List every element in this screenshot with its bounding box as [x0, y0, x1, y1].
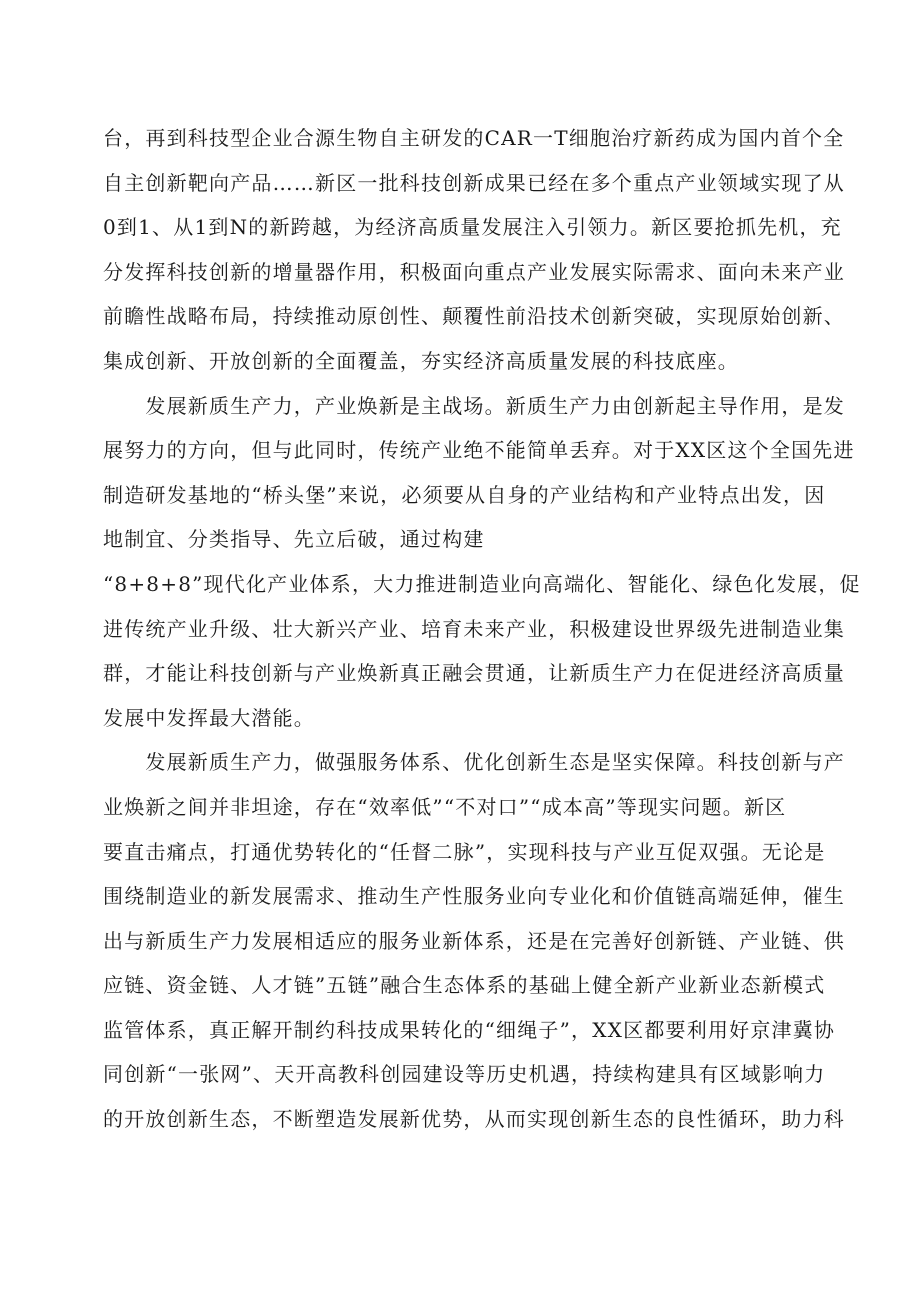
text-line: “8+8+8”现代化产业体系，大力推进制造业向高端化、智能化、绿色化发展，促 [103, 571, 861, 596]
text-line: 业焕新之间并非坦途，存在“效率低”“不对口”“成本高”等现实问题。新区 [103, 794, 787, 819]
text-line: 要直击痛点，打通优势转化的“任督二脉”，实现科技与产业互促双强。无论是 [103, 839, 826, 864]
text-line: 发展中发挥最大潜能。 [103, 705, 315, 730]
text-line: 制造研发基地的“桥头堡”来说，必须要从自身的产业结构和产业特点出发，因 [103, 482, 826, 507]
text-line: 监管体系，真正解开制约科技成果转化的“细绳子”，XX区都要利用好京津冀协 [103, 1017, 836, 1042]
text-line: 台，再到科技型企业合源生物自主研发的CAR一T细胞治疗新药成为国内首个全 [103, 126, 845, 150]
paragraph-2 [103, 384, 863, 741]
text-line: 地制宜、分类指导、先立后破，通过构建 [103, 527, 485, 552]
text-line: 进传统产业升级、壮大新兴产业、培育未来产业，积极建设世界级先进制造业集 [103, 616, 845, 641]
text-line: 群，才能让科技创新与产业焕新真正融会贯通，让新质生产力在促进经济高质量 [103, 661, 845, 686]
text-line: 展努力的方向，但与此同时，传统产业绝不能简单丢弃。对于XX区这个全国先进 [103, 438, 855, 463]
paragraph-3 [103, 740, 863, 1141]
text-line: 自主创新靶向产品……新区一批科技创新成果已经在多个重点产业领域实现了从 [103, 170, 845, 195]
text-line: 同创新“一张网”、天开高教科创园建设等历史机遇，持续构建具有区域影响力 [103, 1062, 826, 1087]
text-line: 发展新质生产力，产业焕新是主战场。新质生产力由创新起主导作用，是发 [103, 393, 845, 418]
text-line: 集成创新、开放创新的全面覆盖，夯实经济高质量发展的科技底座。 [103, 348, 739, 373]
text-line: 前瞻性战略布局，持续推动原创性、颠覆性前沿技术创新突破，实现原始创新、 [103, 304, 845, 329]
text-line: 的开放创新生态，不断塑造发展新优势，从而实现创新生态的良性循环，助力科 [103, 1107, 845, 1132]
text-line: 0到1、从1到N的新跨越，为经济高质量发展注入引领力。新区要抢抓先机，充 [103, 215, 842, 240]
document-body [103, 116, 863, 1142]
paragraph-1 [103, 116, 863, 384]
text-line: 围绕制造业的新发展需求、推动生产性服务业向专业化和价值链高端延伸，催生 [103, 884, 845, 909]
text-line: 发展新质生产力，做强服务体系、优化创新生态是坚实保障。科技创新与产 [103, 750, 845, 775]
text-line: 分发挥科技创新的增量器作用，积极面向重点产业发展实际需求、面向未来产业 [103, 259, 845, 284]
text-line: 出与新质生产力发展相适应的服务业新体系，还是在完善好创新链、产业链、供 [103, 928, 845, 953]
text-line: 应链、资金链、人才链”五链”融合生态体系的基础上健全新产业新业态新模式 [103, 973, 826, 998]
